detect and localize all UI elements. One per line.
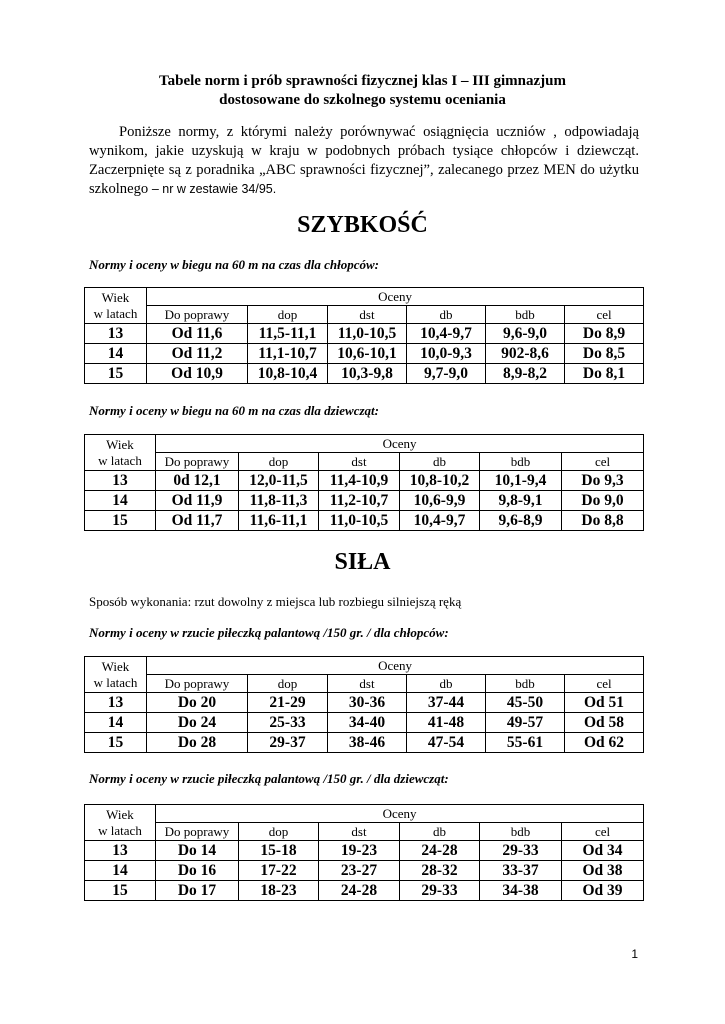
value-cell: 29-33 [400, 881, 480, 901]
norms-table-throw-girls [84, 804, 644, 901]
value-cell: Od 11,7 [156, 511, 239, 531]
value-cell: Do 8,8 [562, 511, 644, 531]
age-header-cell: Wiek w latach [85, 435, 156, 471]
column-header: cel [562, 453, 644, 471]
value-cell: 10,1-9,4 [480, 471, 562, 491]
page-number: 1 [631, 947, 638, 961]
value-cell: 9,6-8,9 [480, 511, 562, 531]
value-cell: Do 28 [147, 733, 248, 753]
age-cell: 14 [85, 491, 156, 511]
norms-table-speed-girls [84, 434, 644, 531]
norms-table-throw-boys [84, 656, 644, 753]
column-header: dst [319, 823, 400, 841]
norms-table-speed-boys [84, 287, 644, 384]
value-cell: 33-37 [480, 861, 562, 881]
table-row [85, 491, 644, 511]
age-header-cell: Wiek w latach [85, 288, 147, 324]
age-cell: 14 [85, 861, 156, 881]
value-cell: 37-44 [407, 693, 486, 713]
column-header: Do poprawy [156, 453, 239, 471]
value-cell: 12,0-11,5 [239, 471, 319, 491]
table-row [85, 693, 644, 713]
table-row [85, 364, 644, 384]
value-cell: 11,0-10,5 [319, 511, 400, 531]
age-header-cell: Wiek w latach [85, 657, 147, 693]
value-cell: 28-32 [400, 861, 480, 881]
age-cell: 15 [85, 364, 147, 384]
value-cell: Do 14 [156, 841, 239, 861]
value-cell: 10,4-9,7 [400, 511, 480, 531]
value-cell: 9,8-9,1 [480, 491, 562, 511]
value-cell: Od 39 [562, 881, 644, 901]
value-cell: Do 20 [147, 693, 248, 713]
value-cell: 34-40 [328, 713, 407, 733]
value-cell: 11,4-10,9 [319, 471, 400, 491]
column-header: Do poprawy [147, 675, 248, 693]
table-row [85, 841, 644, 861]
value-cell: 19-23 [319, 841, 400, 861]
value-cell: 10,4-9,7 [407, 324, 486, 344]
column-header: dop [248, 675, 328, 693]
value-cell: 45-50 [486, 693, 565, 713]
value-cell: Od 51 [565, 693, 644, 713]
column-header: bdb [486, 306, 565, 324]
grades-header-cell: Oceny [147, 657, 644, 675]
age-cell: 13 [85, 324, 147, 344]
column-header: dst [319, 453, 400, 471]
table-row [85, 511, 644, 531]
table-caption: Normy i oceny w rzucie piłeczką palantową /150 gr. / dla dziewcząt: [89, 771, 449, 786]
value-cell: 21-29 [248, 693, 328, 713]
speed-heading: SZYBKOŚĆ [297, 212, 428, 238]
value-cell: 0d 12,1 [156, 471, 239, 491]
column-header: Do poprawy [147, 306, 248, 324]
age-cell: 14 [85, 713, 147, 733]
value-cell: 30-36 [328, 693, 407, 713]
value-cell: Od 38 [562, 861, 644, 881]
column-header: bdb [480, 823, 562, 841]
value-cell: Od 62 [565, 733, 644, 753]
column-header: bdb [486, 675, 565, 693]
age-cell: 15 [85, 733, 147, 753]
value-cell: 10,0-9,3 [407, 344, 486, 364]
value-cell: 11,8-11,3 [239, 491, 319, 511]
table-row [85, 861, 644, 881]
value-cell: Do 17 [156, 881, 239, 901]
column-header: bdb [480, 453, 562, 471]
value-cell: Od 10,9 [147, 364, 248, 384]
table-row [85, 881, 644, 901]
value-cell: 9,7-9,0 [407, 364, 486, 384]
table-row [85, 344, 644, 364]
column-header: dop [239, 453, 319, 471]
value-cell: 29-33 [480, 841, 562, 861]
value-cell: 47-54 [407, 733, 486, 753]
value-cell: Do 9,3 [562, 471, 644, 491]
intro-text: Poniższe normy, z którymi należy porównywać osiągnięcia uczniów , odpowiadają wynikom, jakie uzyskują w kraju w podobnych próbach tysiące chłopców i dziewcząt. Zaczerpnięte są z poradnika „ABC sprawności fizycznej”, zalecanego przez MEN do użytku szkolnego [89, 124, 639, 197]
column-header: dop [248, 306, 328, 324]
value-cell: Do 8,9 [565, 324, 644, 344]
column-header: db [400, 823, 480, 841]
age-cell: 13 [85, 841, 156, 861]
column-header: db [407, 306, 486, 324]
value-cell: 11,5-11,1 [248, 324, 328, 344]
value-cell: 10,6-9,9 [400, 491, 480, 511]
value-cell: 902-8,6 [486, 344, 565, 364]
table-row [85, 713, 644, 733]
value-cell: 38-46 [328, 733, 407, 753]
value-cell: 11,1-10,7 [248, 344, 328, 364]
table-row [85, 733, 644, 753]
value-cell: Od 34 [562, 841, 644, 861]
value-cell: Od 11,9 [156, 491, 239, 511]
value-cell: Od 11,2 [147, 344, 248, 364]
document-title-line-1: Tabele norm i prób sprawności fizycznej klas I – III gimnazjum [159, 73, 566, 89]
value-cell: 24-28 [400, 841, 480, 861]
value-cell: 15-18 [239, 841, 319, 861]
table-row [85, 324, 644, 344]
age-cell: 13 [85, 471, 156, 491]
value-cell: 11,0-10,5 [328, 324, 407, 344]
value-cell: Do 9,0 [562, 491, 644, 511]
column-header: cel [565, 675, 644, 693]
age-cell: 15 [85, 511, 156, 531]
grades-header-cell: Oceny [156, 805, 644, 823]
value-cell: 11,2-10,7 [319, 491, 400, 511]
document-title-line-2: dostosowane do szkolnego systemu oceniania [219, 92, 506, 108]
value-cell: 10,8-10,2 [400, 471, 480, 491]
value-cell: Od 58 [565, 713, 644, 733]
value-cell: 10,8-10,4 [248, 364, 328, 384]
intro-paragraph [89, 123, 639, 199]
intro-tail: – nr w zestawie 34/95. [151, 182, 277, 196]
value-cell: 10,6-10,1 [328, 344, 407, 364]
value-cell: 8,9-8,2 [486, 364, 565, 384]
value-cell: 49-57 [486, 713, 565, 733]
age-header-cell: Wiek w latach [85, 805, 156, 841]
value-cell: 17-22 [239, 861, 319, 881]
table-caption: Normy i oceny w rzucie piłeczką palantową /150 gr. / dla chłopców: [89, 625, 449, 640]
age-cell: 14 [85, 344, 147, 364]
value-cell: 10,3-9,8 [328, 364, 407, 384]
column-header: Do poprawy [156, 823, 239, 841]
column-header: cel [565, 306, 644, 324]
column-header: dst [328, 675, 407, 693]
strength-method-text: Sposób wykonania: rzut dowolny z miejsca lub rozbiegu silniejszą ręką [89, 594, 462, 609]
grades-header-cell: Oceny [147, 288, 644, 306]
value-cell: 41-48 [407, 713, 486, 733]
value-cell: 29-37 [248, 733, 328, 753]
column-header: db [407, 675, 486, 693]
table-caption: Normy i oceny w biegu na 60 m na czas dla chłopców: [89, 257, 379, 272]
value-cell: 25-33 [248, 713, 328, 733]
value-cell: 55-61 [486, 733, 565, 753]
age-cell: 15 [85, 881, 156, 901]
value-cell: 23-27 [319, 861, 400, 881]
value-cell: Do 8,1 [565, 364, 644, 384]
table-row [85, 471, 644, 491]
table-caption: Normy i oceny w biegu na 60 m na czas dla dziewcząt: [89, 403, 379, 418]
value-cell: Do 16 [156, 861, 239, 881]
column-header: dop [239, 823, 319, 841]
column-header: dst [328, 306, 407, 324]
grades-header-cell: Oceny [156, 435, 644, 453]
value-cell: 9,6-9,0 [486, 324, 565, 344]
value-cell: 34-38 [480, 881, 562, 901]
column-header: cel [562, 823, 644, 841]
value-cell: 11,6-11,1 [239, 511, 319, 531]
age-cell: 13 [85, 693, 147, 713]
strength-heading: SIŁA [334, 549, 391, 575]
value-cell: 18-23 [239, 881, 319, 901]
column-header: db [400, 453, 480, 471]
value-cell: Do 24 [147, 713, 248, 733]
value-cell: Od 11,6 [147, 324, 248, 344]
value-cell: 24-28 [319, 881, 400, 901]
value-cell: Do 8,5 [565, 344, 644, 364]
